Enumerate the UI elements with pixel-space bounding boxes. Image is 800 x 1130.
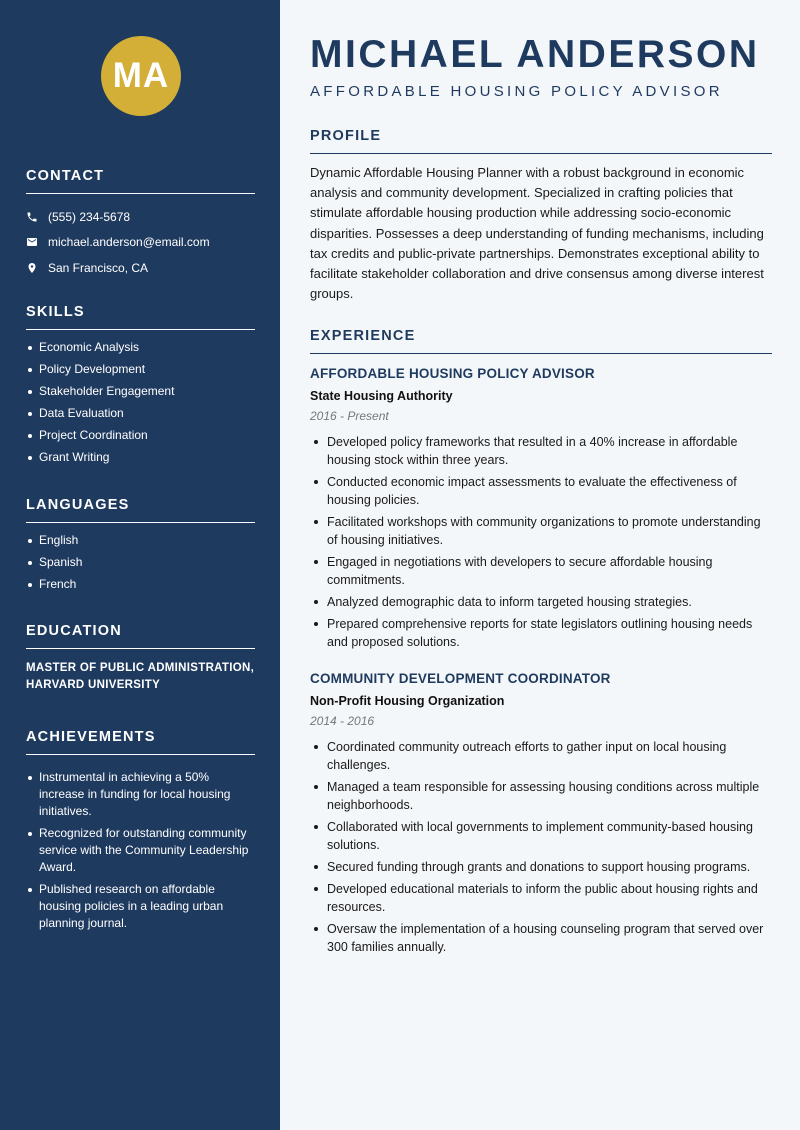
list-item: Developed educational materials to inform the public about housing rights and resources. [310, 880, 772, 916]
list-item: Project Coordination [26, 427, 255, 444]
job-organization: Non-Profit Housing Organization [310, 694, 505, 708]
sidebar [0, 0, 280, 1130]
education-degree [26, 660, 255, 694]
list-item: Instrumental in achieving a 50% increase in funding for local housing initiatives. [26, 769, 255, 820]
languages-section [26, 497, 255, 598]
contact-section [26, 168, 255, 281]
email-text: michael.anderson@email.com [48, 235, 210, 250]
skills-list [26, 339, 255, 466]
list-item: French [26, 576, 255, 593]
contact-phone [26, 204, 255, 230]
experience-entry [310, 671, 772, 960]
location-text: San Francisco, CA [48, 260, 149, 275]
skills-heading: SKILLS [26, 304, 255, 330]
list-item: Managed a team responsible for assessing housing conditions across multiple neighborhoods. [310, 778, 772, 814]
list-item: Collaborated with local governments to implement community-based housing solutions. [310, 818, 772, 854]
job-title: AFFORDABLE HOUSING POLICY ADVISOR [310, 366, 595, 381]
list-item: Developed policy frameworks that resulted in a 40% increase in affordable housing stock within three years. [310, 433, 772, 469]
list-item: Conducted economic impact assessments to evaluate the effectiveness of housing policies. [310, 473, 772, 509]
job-title: COMMUNITY DEVELOPMENT COORDINATOR [310, 671, 611, 686]
education-line-school: HARVARD UNIVERSITY [26, 679, 161, 691]
list-item: Economic Analysis [26, 339, 255, 356]
job-bullets [310, 433, 772, 651]
phone-text: (555) 234-5678 [48, 209, 131, 224]
email-icon [26, 236, 38, 248]
job-dates: 2014 - 2016 [310, 714, 375, 728]
languages-list [26, 532, 255, 593]
list-item: Secured funding through grants and donations to support housing programs. [310, 858, 772, 876]
experience-heading: EXPERIENCE [310, 328, 772, 354]
list-item: English [26, 532, 255, 549]
education-heading: EDUCATION [26, 623, 255, 649]
list-item: Data Evaluation [26, 405, 255, 422]
profile-text: Dynamic Affordable Housing Planner with a robust background in economic analysis and community development. Specialized in crafting policies that stimulate affordable housing production while addressing socio-economic disparities. Possesses a deep understanding of funding mechanisms, including tax credits and public-private partnerships. Demonstrates exceptional ability to facilitate stakeholder collaboration and drive consensus among diverse interest groups. [310, 165, 764, 302]
list-item: Published research on affordable housing policies in a leading urban planning journal. [26, 881, 255, 932]
job-bullets [310, 738, 772, 956]
location-icon [26, 262, 38, 274]
experience-entry [310, 366, 772, 655]
education-line-degree: MASTER OF PUBLIC ADMINISTRATION, [26, 662, 255, 674]
job-organization: State Housing Authority [310, 389, 453, 403]
achievements-heading: ACHIEVEMENTS [26, 729, 255, 755]
contact-heading: CONTACT [26, 168, 255, 194]
list-item: Oversaw the implementation of a housing counseling program that served over 300 families annually. [310, 920, 772, 956]
list-item: Prepared comprehensive reports for state legislators outlining housing needs and proposed solutions. [310, 615, 772, 651]
education-section [26, 623, 255, 694]
list-item: Policy Development [26, 361, 255, 378]
profile-heading: PROFILE [310, 128, 772, 154]
contact-email [26, 230, 255, 256]
list-item: Analyzed demographic data to inform targeted housing strategies. [310, 593, 772, 611]
job-dates: 2016 - Present [310, 409, 389, 423]
job-title-subtitle: AFFORDABLE HOUSING POLICY ADVISOR [310, 83, 723, 100]
list-item: Grant Writing [26, 449, 255, 466]
achievements-section [26, 729, 255, 937]
skills-section [26, 304, 255, 471]
list-item: Coordinated community outreach efforts to gather input on local housing challenges. [310, 738, 772, 774]
achievements-list [26, 769, 255, 932]
list-item: Facilitated workshops with community organizations to promote understanding of housing initiatives. [310, 513, 772, 549]
languages-heading: LANGUAGES [26, 497, 255, 523]
list-item: Spanish [26, 554, 255, 571]
avatar: MA [101, 36, 181, 116]
list-item: Stakeholder Engagement [26, 383, 255, 400]
contact-location [26, 255, 255, 281]
list-item: Engaged in negotiations with developers to secure affordable housing commitments. [310, 553, 772, 589]
list-item: Recognized for outstanding community service with the Community Leadership Award. [26, 825, 255, 876]
phone-icon [26, 211, 38, 223]
page-title: MICHAEL ANDERSON [310, 33, 760, 76]
